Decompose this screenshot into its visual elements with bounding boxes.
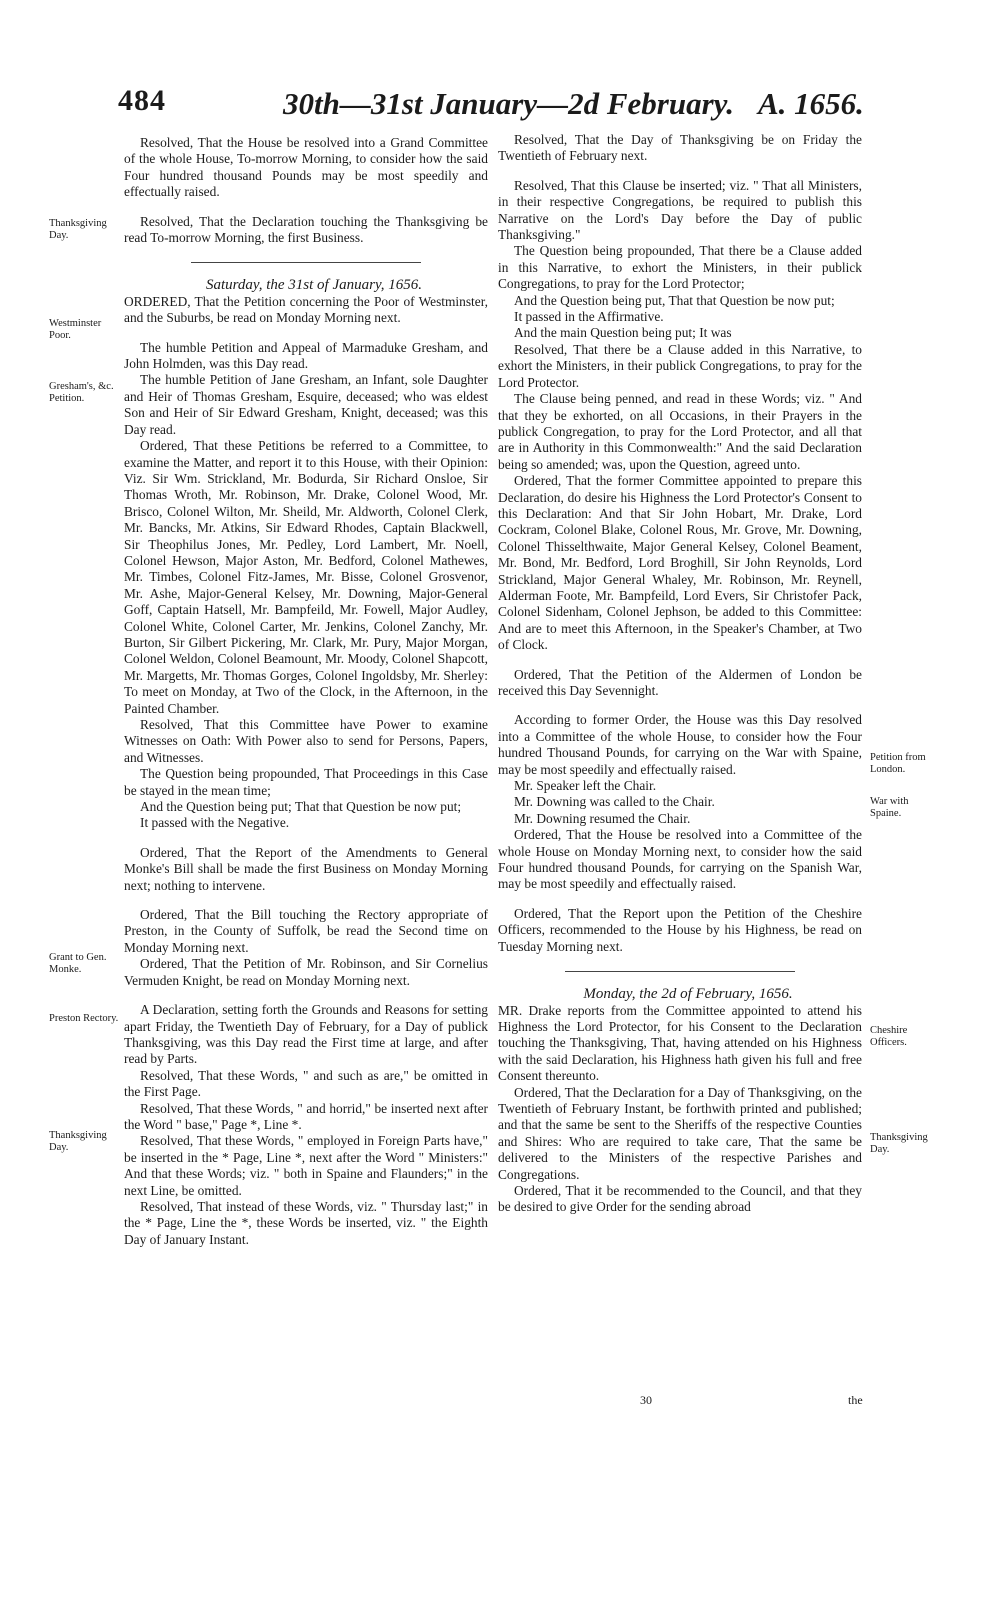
margin-note: Petition from London. bbox=[870, 752, 926, 775]
section-heading: Saturday, the 31st of January, 1656. bbox=[205, 277, 423, 294]
left-column bbox=[124, 135, 488, 1248]
margin-note: Thanksgiving Day. bbox=[49, 1130, 107, 1153]
paragraph: ORDERED, That the Petition concerning the Poor of Westminster, and the Suburbs, be read on Monday Morning next. bbox=[124, 293, 488, 326]
paragraph: Resolved, That this Clause be inserted; viz. " That all Ministers, in their respective Congregations, be required to publish this Narrative on the Lord's Day before the Day of public Thanksgiving." bbox=[498, 177, 862, 243]
paragraph: Mr. Downing resumed the Chair. bbox=[514, 810, 691, 826]
paragraph: The humble Petition and Appeal of Marmaduke Gresham, and John Holmden, was this Day read. bbox=[124, 339, 488, 372]
paragraph: Resolved, That this Committee have Power to examine Witnesses on Oath: With Power also to send for Persons, Papers, and Witnesses. bbox=[124, 717, 488, 765]
paragraph: And the main Question being put; It was bbox=[514, 325, 732, 341]
paragraph: Ordered, That the Declaration for a Day of Thanksgiving, on the Twentieth of February Instant, be forthwith printed and published; and that the same be sent to the Sheriffs of the respective Counties and Shires: Who are required to take care, That the same be delivered to the Ministers of the respective Parishes and Congregations. bbox=[498, 1084, 862, 1182]
paragraph: It passed in the Affirmative. bbox=[514, 309, 664, 325]
paragraph: Resolved, That the Declaration touching the Thanksgiving be read To-morrow Morning, the first Business. bbox=[124, 213, 488, 246]
paragraph: Resolved, That the Day of Thanksgiving be on Friday the Twentieth of February next. bbox=[498, 132, 862, 164]
paragraph: Resolved, That these Words, " and horrid," be inserted next after the Word " base," Page *, Line *. bbox=[124, 1100, 488, 1132]
paragraph: Ordered, That the Petition of the Aldermen of London be received this Day Sevennight. bbox=[498, 666, 862, 698]
margin-note: Cheshire Officers. bbox=[870, 1025, 908, 1048]
margin-note: Preston Rectory. bbox=[49, 1013, 119, 1024]
paragraph: Ordered, That the Bill touching the Rectory appropriate of Preston, in the County of Suffolk, be read the Second time on Monday Morning next. bbox=[124, 907, 488, 955]
paragraph: Ordered, That it be recommended to the Council, and that they be desired to give Order for the sending abroad bbox=[498, 1182, 862, 1215]
paragraph: Resolved, That these Words, " and such as are," be omitted in the First Page. bbox=[124, 1067, 488, 1100]
paragraph: The humble Petition of Jane Gresham, an Infant, sole Daughter and Heir of Thomas Gresham, Esquire, deceased; who was eldest Son and Heir of Sir Edward Gresham, Knight, deceased; was this Day read. bbox=[124, 372, 488, 437]
paragraph: According to former Order, the House was this Day resolved into a Committee of the whole House, to consider how the Four hundred Thousand Pounds, for carrying on the War with Spaine, may be most speedily and effectually raised. bbox=[498, 712, 862, 777]
catchword: the bbox=[848, 1393, 863, 1407]
paragraph: Ordered, That the former Committee appointed to prepare this Declaration, do desire his Highness the Lord Protector's Consent to this Declaration: And that Sir John Hobart, Mr. Drake, Lord Cockram, Colonel Blake, Colonel Rous, Mr. Grove, Mr. Downing, Colonel Thisselthwaite, Major General Kelsey, Colonel Beament, Mr. Bond, Mr. Bedford, Lord Broghill, Sir John Reynolds, Lord Strickland, Major General Whaley, Mr. Robinson, Mr. Reynell, Alderman Foote, Mr. Bampfeild, Lord Evers, Sir Christofer Pack, Colonel Sidenham, Colonel Jephson, be added to this Committee: And are to meet this Afternoon, in the Speaker's Chamber, at Two of Clock. bbox=[498, 473, 862, 653]
section-heading: Monday, the 2d of February, 1656. bbox=[583, 986, 793, 1003]
paragraph: And the Question being put, That that Question be now put; bbox=[514, 292, 835, 308]
paragraph: And the Question being put; That that Question be now put; bbox=[140, 799, 462, 815]
paragraph: The Question being propounded, That Proceedings in this Case be stayed in the mean time; bbox=[124, 766, 488, 798]
paragraph: Resolved, That the House be resolved into a Grand Committee of the whole House, To-morrow Morning, to consider how the said Four hundred thousand Pounds may be most speedily and effectually raised. bbox=[124, 135, 488, 200]
paragraph: Ordered, That the Petition of Mr. Robinson, and Sir Cornelius Vermuden Knight, be read on Monday Morning next. bbox=[124, 956, 488, 988]
paragraph: Ordered, That these Petitions be referred to a Committee, to examine the Matter, and report it to this House, with their Opinion: Viz. Sir Wm. Strickland, Mr. Bodurda, Sir Richard Onsloe, Sir Thomas Wroth, Mr. Robinson, Mr. Drake, Colonel Wood, Mr. Brisco, Colonel Wilton, Mr. Sheild, Mr. Aldworth, Colonel Clerk, Mr. Bancks, Mr. Atkins, Sir Edward Rhodes, Captain Blackwell, Sir Theophilus Jones, Mr. Pedley, Lord Lambert, Mr. Noell, Colonel Hewson, Major Aston, Mr. Bedford, Colonel Mathewes, Mr. Timbes, Colonel Fitz-James, Mr. Bisse, Colonel Grosvenor, Mr. Ashe, Major-General Kelsey, Mr. Downing, Major-General Goff, Captain Hatsell, Mr. Bampfeild, Mr. Fowell, Major Audley, Colonel White, Colonel Carter, Mr. Jenkins, Colonel Zanchy, Mr. Burton, Sir Gilbert Pickering, Mr. Clark, Mr. Pury, Major Morgan, Colonel Weldon, Colonel Beamount, Mr. Moody, Colonel Shapcott, Mr. Margetts, Mr. Thomas Gorges, Colonel Ingoldsby, Mr. Sherley: To meet on Monday, at Two of the Clock, in the Afternoon, in the Painted Chamber. bbox=[124, 438, 488, 716]
margin-note: Grant to Gen. Monke. bbox=[49, 952, 107, 975]
section-divider bbox=[191, 262, 421, 263]
paragraph: Mr. Downing was called to the Chair. bbox=[514, 794, 715, 810]
signature-mark: 30 bbox=[640, 1393, 652, 1407]
paragraph: A Declaration, setting forth the Grounds and Reasons for setting apart Friday, the Twentieth Day of February, for a Day of publick Thanksgiving, was this Day read the First time at large, and after read by Parts. bbox=[124, 1002, 488, 1067]
paragraph: Resolved, That instead of these Words, viz. " Thursday last;" in the * Page, Line the *, these Words be inserted, viz. " the Eighth Day of January Instant. bbox=[124, 1198, 488, 1247]
margin-note: Thanksgiving Day. bbox=[49, 218, 107, 241]
paragraph: The Question being propounded, That there be a Clause added in this Narrative, to exhort the Ministers, in their publick Congregations, to pray for the Lord Protector; bbox=[498, 243, 862, 292]
margin-note: Westminster Poor. bbox=[49, 318, 102, 341]
paragraph: Mr. Speaker left the Chair. bbox=[514, 778, 657, 794]
margin-note: War with Spaine. bbox=[870, 796, 909, 819]
margin-note: Thanksgiving Day. bbox=[870, 1132, 928, 1155]
paragraph: The Clause being penned, and read in these Words; viz. " And that they be exhorted, on all Occasions, in their Prayers in the publick Congregation, to pray for the Lord Protector, and all that are in Authority in this Commonwealth:" And the said Declaration being so amended; was, upon the Question, agreed unto. bbox=[498, 391, 862, 472]
page-number: 484 bbox=[118, 84, 166, 117]
paragraph: Ordered, That the Report upon the Petition of the Cheshire Officers, recommended to the House by his Highness, be read on Tuesday Morning next. bbox=[498, 905, 862, 954]
paragraph: MR. Drake reports from the Committee appointed to attend his Highness the Lord Protector, for his Consent to the Declaration touching the Thanksgiving, That, having attended on his Highness with the said Declaration, his Highness hath given his full and free Consent thereunto. bbox=[498, 1002, 862, 1084]
paragraph: Resolved, That there be a Clause added in this Narrative, to exhort the Ministers, in their publick Congregations, to pray for the Lord Protector. bbox=[498, 341, 862, 390]
page-header bbox=[118, 84, 878, 134]
running-year: A. 1656. bbox=[758, 86, 864, 121]
running-title: 30th—31st January—2d February. bbox=[283, 86, 734, 121]
margin-note: Gresham's, &c. Petition. bbox=[49, 381, 114, 404]
paragraph: It passed with the Negative. bbox=[140, 815, 290, 831]
paragraph: Ordered, That the Report of the Amendments to General Monke's Bill shall be made the first Business on Monday Morning next; nothing to intervene. bbox=[124, 844, 488, 893]
section-divider bbox=[565, 971, 795, 972]
paragraph: Ordered, That the House be resolved into a Committee of the whole House on Monday Morning next, to consider how the said Four hundred thousand Pounds, for carrying on the Spanish War, may be most speedily and effectually raised. bbox=[498, 827, 862, 892]
paragraph: Resolved, That these Words, " employed in Foreign Parts have," be inserted in the * Page, Line *, next after the Word " Ministers:" And that these Words; viz. " both in Spaine and Flaunders;" in the next Line, be omitted. bbox=[124, 1133, 488, 1198]
right-column bbox=[498, 132, 862, 1216]
